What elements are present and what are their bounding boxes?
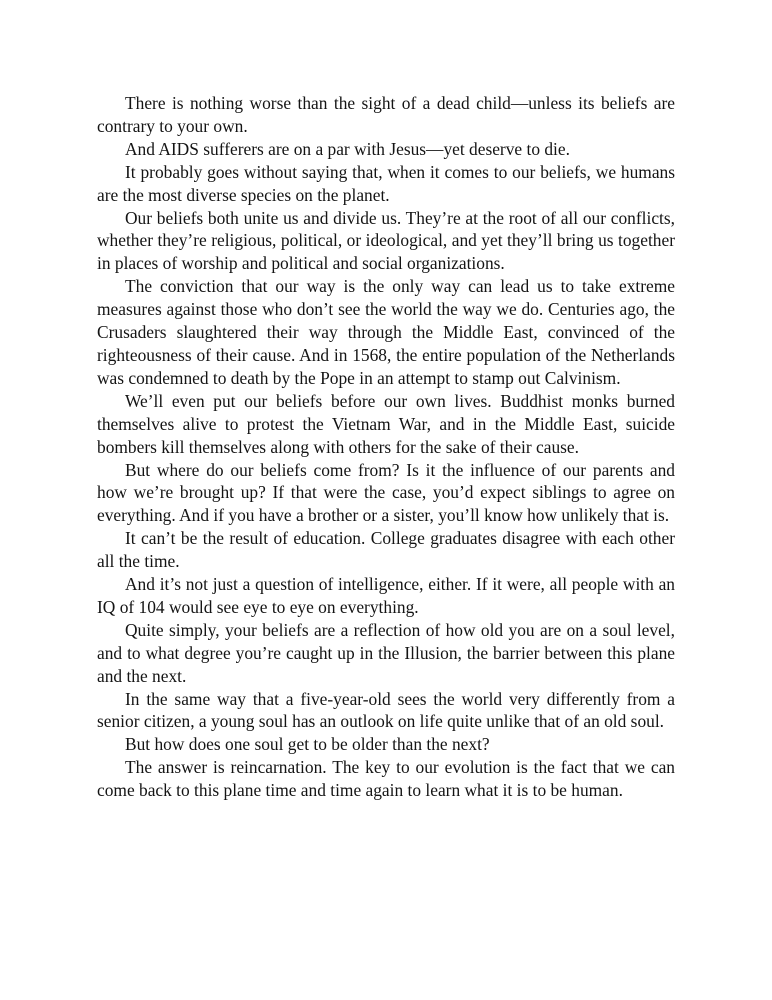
paragraph-1: There is nothing worse than the sight of a dead child—unless its beliefs are contrary to your own.: [97, 93, 675, 136]
paragraph-4: Our beliefs both unite us and divide us. They’re at the root of all our conflicts, whether they’re religious, political, or ideological, and yet they’ll bring us together in places of worship and political and social organizations.: [97, 207, 675, 274]
paragraph-11: In the same way that a five-year-old sees the world very differently from a senior citizen, a young soul has an outlook on life quite unlike that of an old soul.: [97, 688, 675, 732]
paragraph-6: We’ll even put our beliefs before our own lives. Buddhist monks burned themselves alive to protest the Vietnam War, and in the Middle East, suicide bombers kill themselves along with others for the sake of their cause.: [97, 390, 675, 457]
paragraph-3: It probably goes without saying that, when it comes to our beliefs, we humans are the most diverse species on the planet.: [97, 161, 675, 205]
paragraph-7: But where do our beliefs come from? Is it the influence of our parents and how we’re brought up? If that were the case, you’d expect siblings to agree on everything. And if you have a brother or a sister, you’ll know how unlikely that is.: [97, 459, 675, 526]
page-body: [97, 92, 675, 802]
paragraph-9: And it’s not just a question of intelligence, either. If it were, all people with an IQ of 104 would see eye to eye on everything.: [97, 574, 675, 617]
paragraph-12: But how does one soul get to be older than the next?: [125, 734, 490, 755]
paragraph-5: The conviction that our way is the only way can lead us to take extreme measures against those who don’t see the world the way we do. Centuries ago, the Crusaders slaughtered their way through the Middle East, convinced of the righteousness of their cause. And in 1568, the entire population of the Netherlands was condemned to death by the Pope in an attempt to stamp out Calvinism.: [97, 276, 675, 388]
paragraph-2: And AIDS sufferers are on a par with Jesus—yet deserve to die.: [125, 138, 570, 159]
paragraph-13: The answer is reincarnation. The key to our evolution is the fact that we can come back to this plane time and time again to learn what it is to be human.: [97, 757, 675, 801]
paragraph-8: It can’t be the result of education. College graduates disagree with each other all the time.: [97, 528, 675, 572]
paragraph-10: Quite simply, your beliefs are a reflection of how old you are on a soul level, and to what degree you’re caught up in the Illusion, the barrier between this plane and the next.: [97, 619, 675, 686]
